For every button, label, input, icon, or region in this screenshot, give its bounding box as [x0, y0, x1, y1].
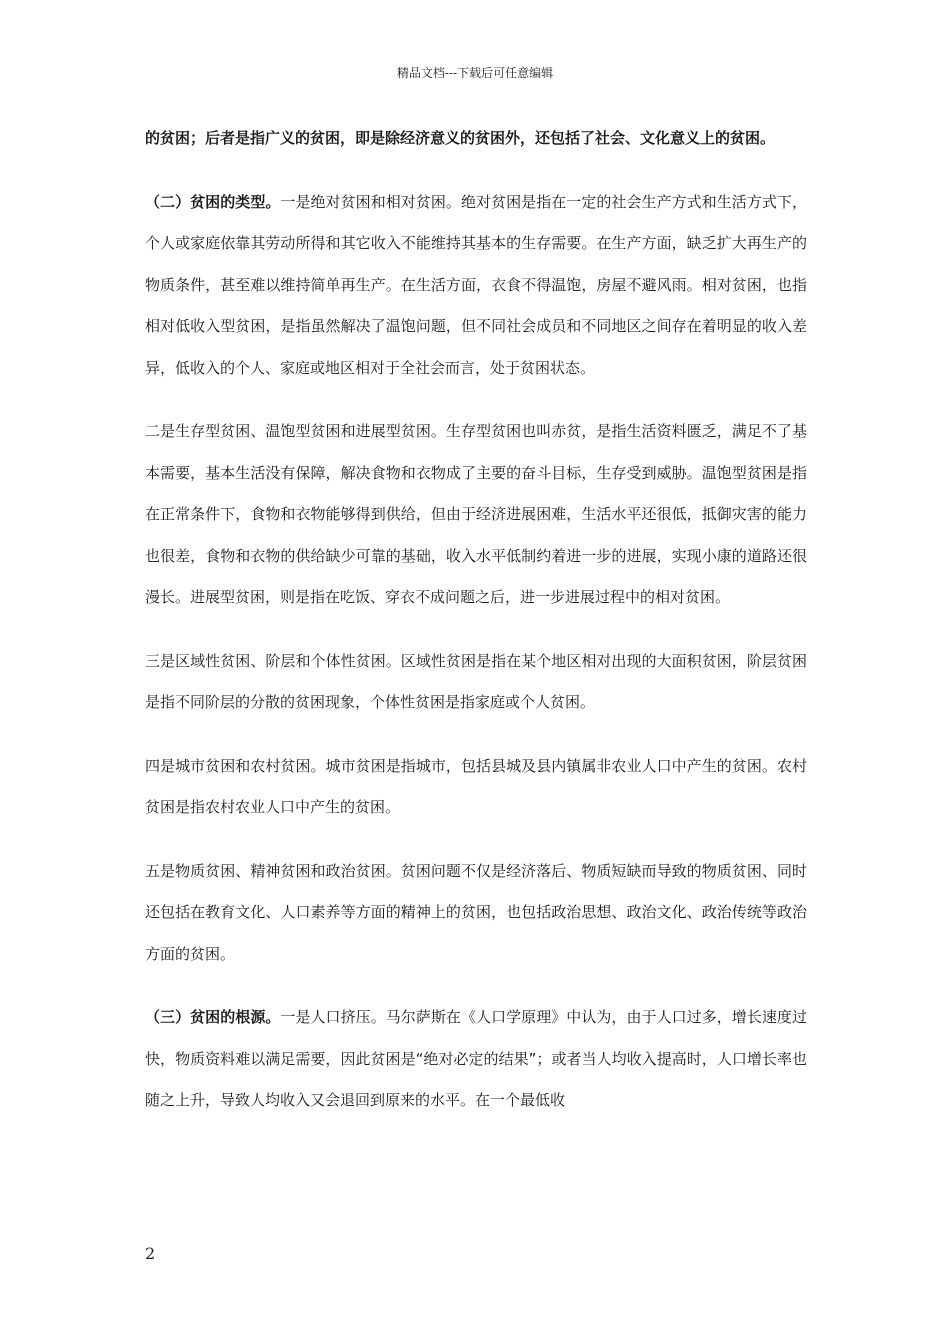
- paragraph-text: 的贫困；后者是指广义的贫困，即是除经济意义的贫困外，还包括了社会、文化意义上的贫困。: [145, 129, 776, 147]
- paragraph-urban-rural-poverty: [145, 746, 807, 829]
- section-heading-poverty-types: （二）贫困的类型。: [145, 192, 281, 211]
- paragraph-survival-poverty: [145, 411, 807, 619]
- section-heading-poverty-roots: （三）贫困的根源。: [145, 1008, 281, 1026]
- document-body: [145, 118, 807, 1144]
- paragraph-text: 四是城市贫困和农村贫困。城市贫困是指城市，包括县城及县内镇属非农业人口中产生的贫困。农村贫困是指农村农业人口中产生的贫困。: [145, 756, 807, 816]
- paragraph-continuation: [145, 118, 807, 160]
- paragraph-text: 一是人口挤压。马尔萨斯在《人口学原理》中认为，由于人口过多，增长速度过快，物质资料难以满足需要，因此贫困是“绝对必定的结果”；或者当人均收入提高时，人口增长率也随之上升，导致人均收入又会退回到原来的水平。在一个最低收: [145, 1008, 807, 1109]
- paragraph-regional-poverty: [145, 641, 807, 724]
- paragraph-text: 二是生存型贫困、温饱型贫困和进展型贫困。生存型贫困也叫赤贫，是指生活资料匮乏，满足不了基本需要，基本生活没有保障，解决食物和衣物成了主要的奋斗目标，生存受到威胁。温饱型贫困是指在正常条件下，食物和衣物能够得到供给，但由于经济进展困难，生活水平还很低，抵御灾害的能力也很差，食物和衣物的供给缺少可靠的基础，收入水平低制约着进一步的进展，实现小康的道路还很漫长。进展型贫困，则是指在吃饭、穿衣不成问题之后，进一步进展过程中的相对贫困。: [145, 422, 807, 606]
- paragraph-text: 一是绝对贫困和相对贫困。绝对贫困是指在一定的社会生产方式和生活方式下，个人或家庭依靠其劳动所得和其它收入不能维持其基本的生存需要。在生产方面，缺乏扩大再生产的物质条件，甚至难以维持简单再生产。在生活方面，衣食不得温饱，房屋不避风雨。相对贫困，也指相对低收入型贫困，是指虽然解决了温饱问题，但不同社会成员和不同地区之间存在着明显的收入差异，低收入的个人、家庭或地区相对于全社会而言，处于贫困状态。: [145, 192, 807, 377]
- paragraph-poverty-types: [145, 182, 807, 390]
- paragraph-text: 五是物质贫困、精神贫困和政治贫困。贫困问题不仅是经济落后、物质短缺而导致的物质贫困、同时还包括在教育文化、人口素养等方面的精神上的贫困，也包括政治思想、政治文化、政治传统等政治方面的贫困。: [145, 861, 807, 963]
- paragraph-poverty-roots: [145, 997, 807, 1122]
- paragraph-text: 三是区域性贫困、阶层和个体性贫困。区域性贫困是指在某个地区相对出现的大面积贫困，阶层贫困是指不同阶层的分散的贫困现象，个体性贫困是指家庭或个人贫困。: [145, 651, 807, 711]
- page-number: 2: [145, 1244, 156, 1263]
- page-header: 精品文档---下载后可任意编辑: [396, 66, 554, 80]
- paragraph-material-poverty: [145, 851, 807, 976]
